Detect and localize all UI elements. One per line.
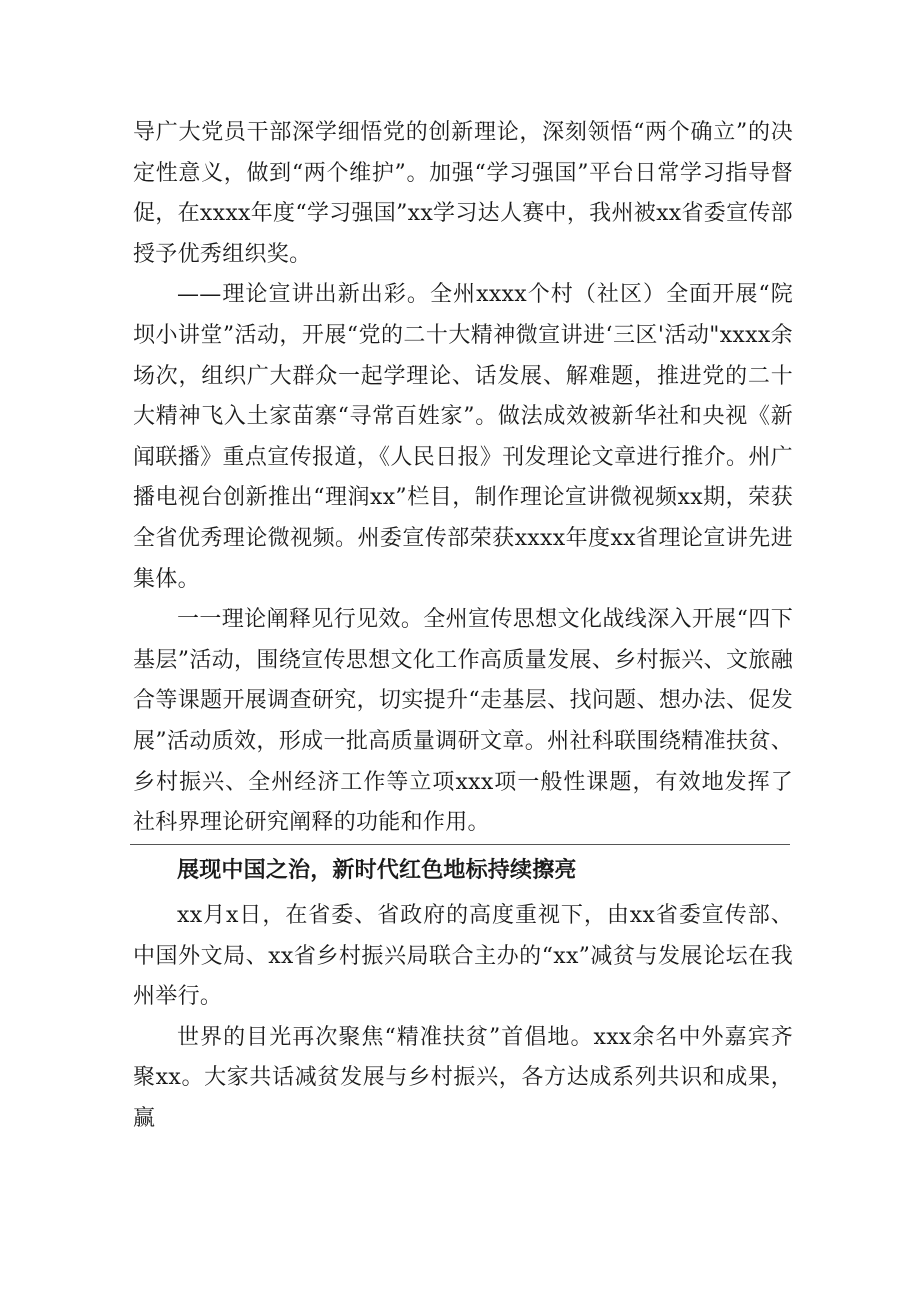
- paragraph-continuation: 导广大党员干部深学细悟党的创新理论，深刻领悟“两个确立”的决定性意义，做到“两个维护”。加强“学习强国”平台日常学习指导督促，在xxxx年度“学习强国”xx学习达人赛中，我州被xx省委宣传部授予优秀组织奖。: [133, 120, 793, 267]
- paragraph-forum: xx月x日，在省委、省政府的高度重视下，由xx省委宣传部、中国外文局、xx省乡村振兴局联合主办的“xx”减贫与发展论坛在我州举行。: [133, 903, 793, 1010]
- section-two: [133, 844, 793, 1140]
- paragraph-theory-research: 一一理论阐释见行见效。全州宣传思想文化战线深入开展“四下基层”活动，围绕宣传思想文化工作高质量发展、乡村振兴、文旅融合等课题开展调查研究，切实提升“走基层、找问题、想办法、促发展”活动质效，形成一批高质量调研文章。州社科联围绕精准扶贫、乡村振兴、全州经济工作等立项xxx项一般性课题，有效地发挥了社科界理论研究阐释的功能和作用。: [133, 607, 793, 836]
- paragraph-world-focus: 世界的目光再次聚焦“精准扶贫”首倡地。xxx余名中外嘉宾齐聚xx。大家共话减贫发展与乡村振兴，各方达成系列共识和成果，赢: [133, 1024, 793, 1131]
- section-heading: 展现中国之治，新时代红色地标持续擦亮: [177, 858, 577, 883]
- section-one: [133, 113, 793, 844]
- section-divider: [130, 844, 790, 845]
- paragraph-theory-lecture: ——理论宣讲出新出彩。全州xxxx个村（社区）全面开展“院坝小讲堂”活动，开展“党的二十大精神微宣讲进‘三区'活动"xxxx余场次，组织广大群众一起学理论、话发展、解难题，推进党的二十大精神飞入土家苗寨“寻常百姓家”。做法成效被新华社和央视《新闻联播》重点宣传报道，《人民日报》刊发理论文章进行推介。州广播电视台创新推出“理润xx”栏目，制作理论宣讲微视频xx期，荣获全省优秀理论微视频。州委宣传部荣获xxxx年度xx省理论宣讲先进集体。: [133, 282, 793, 592]
- document-page: [133, 113, 793, 1140]
